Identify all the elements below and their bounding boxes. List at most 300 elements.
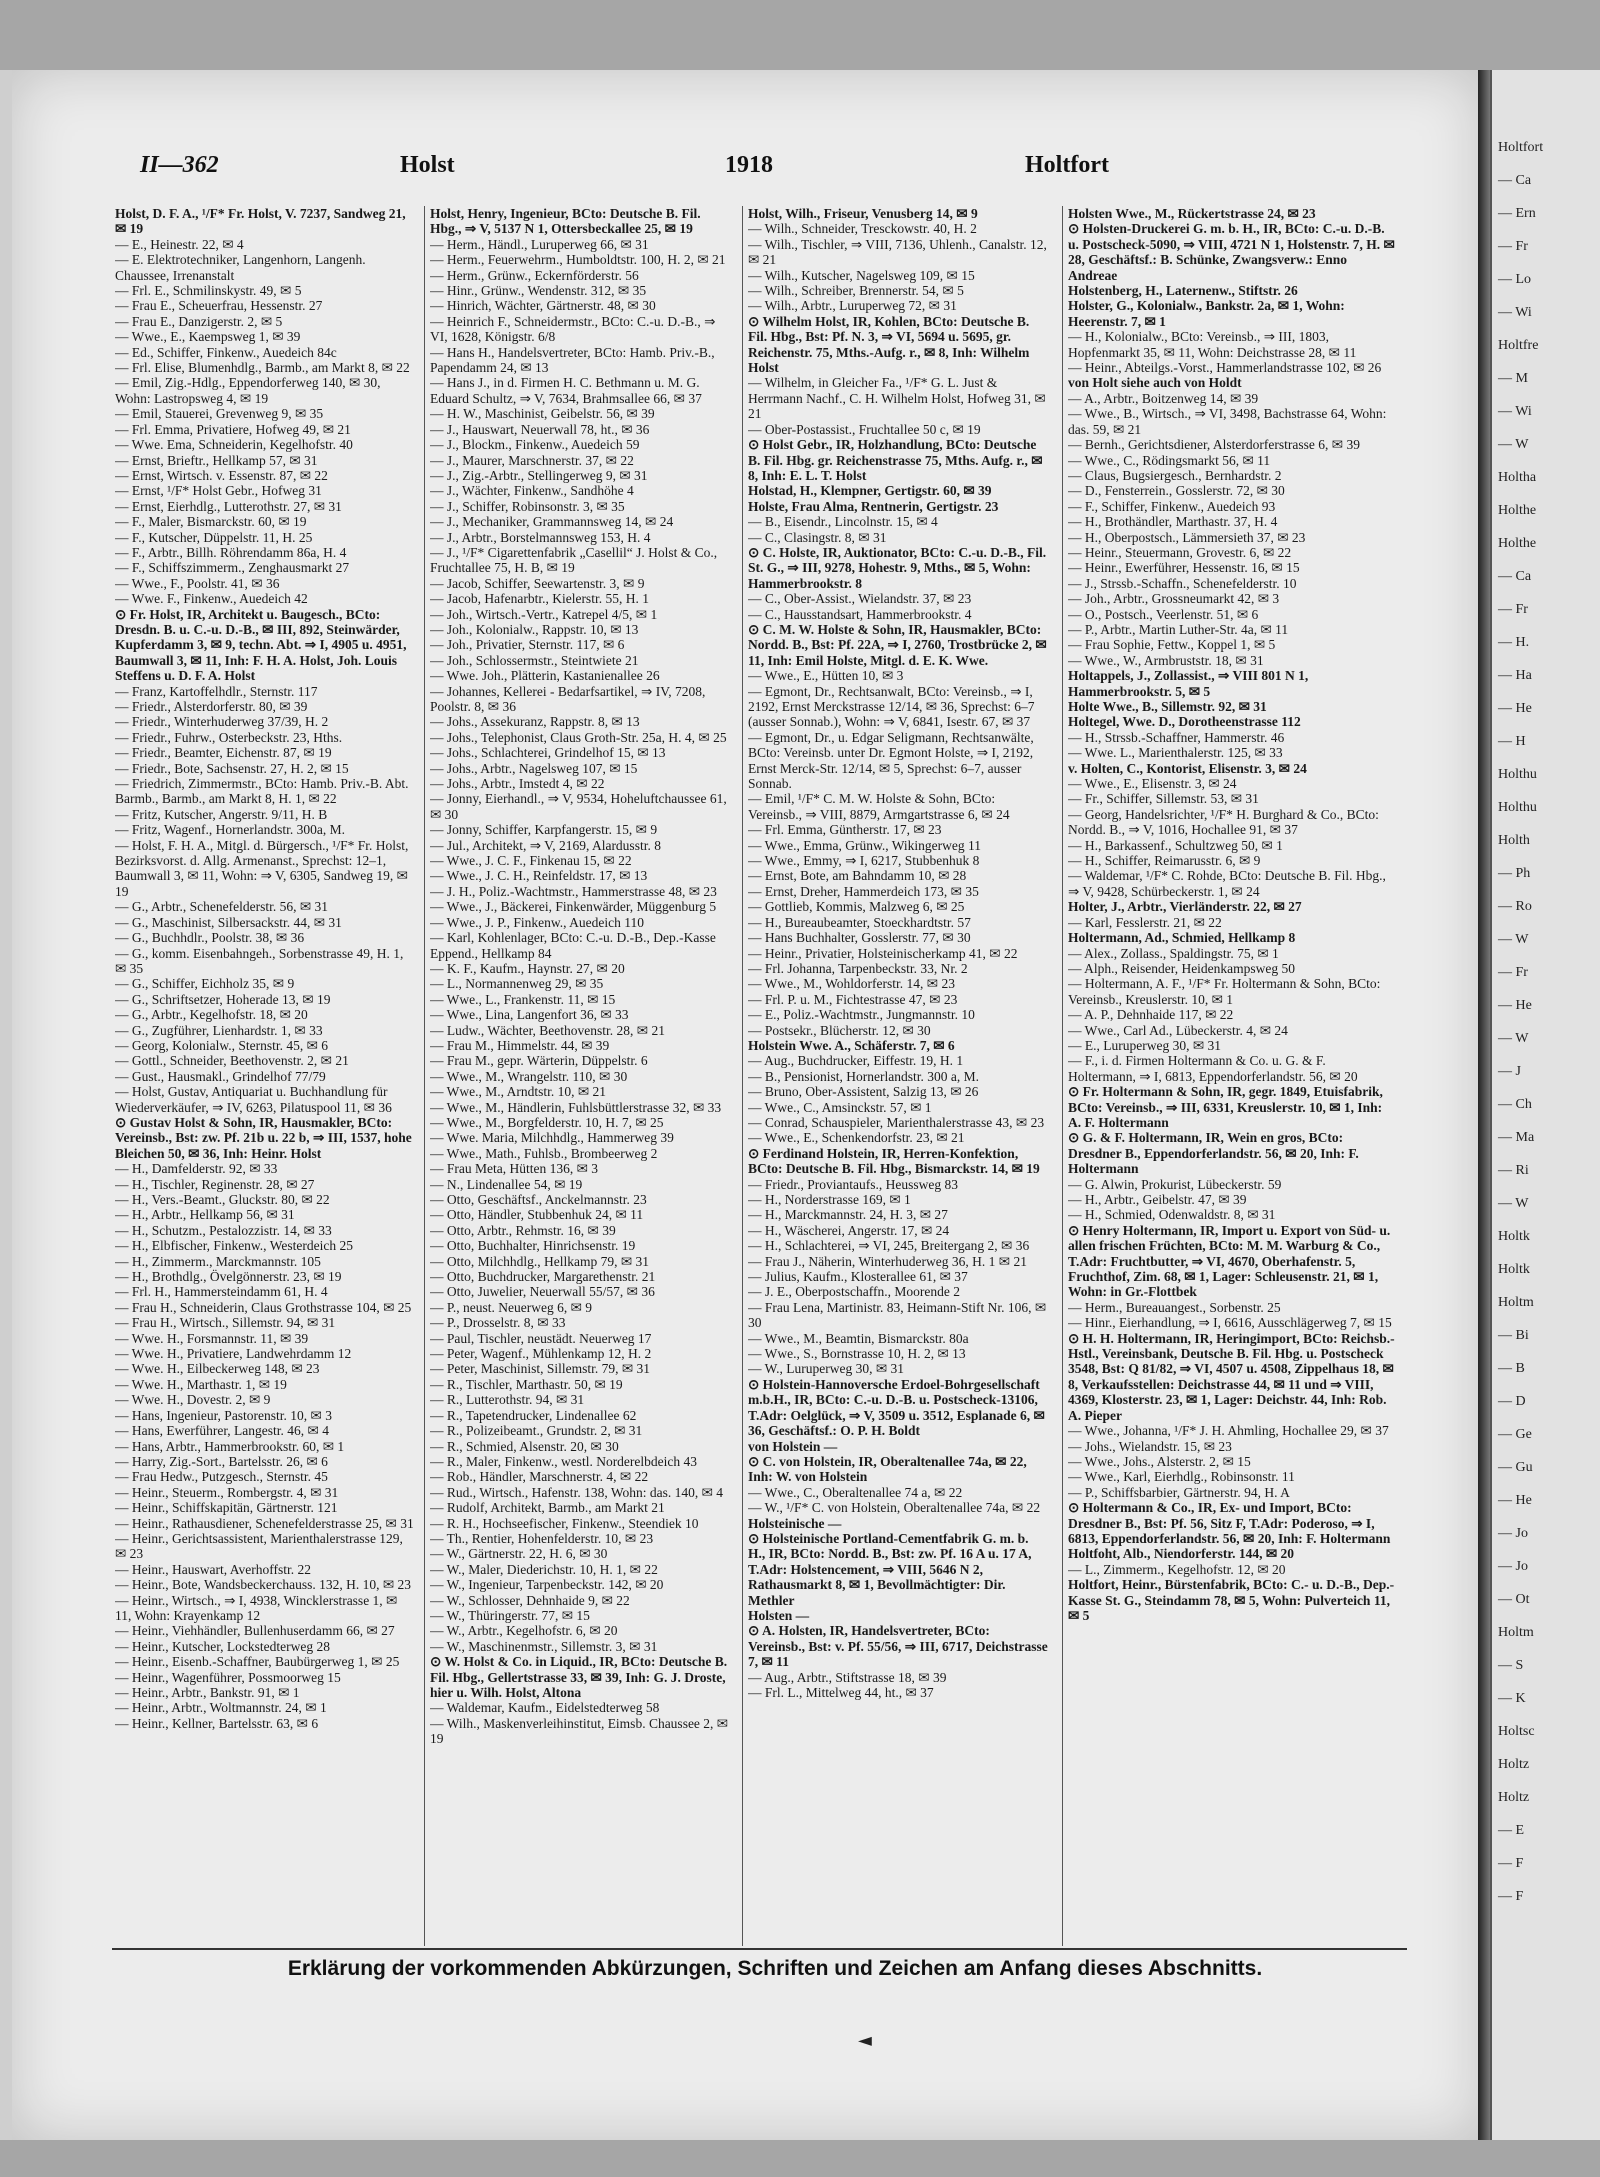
directory-entry: — A., Arbtr., Boitzenweg 14, ✉ 39 <box>1068 390 1259 406</box>
directory-entry: — G. Alwin, Prokurist, Lübeckerstr. 59 <box>1068 1176 1282 1192</box>
directory-entry: — Herm., Grünw., Eckernförderstr. 56 <box>430 267 639 283</box>
directory-entry: — G., komm. Eisenbahngeh., Sorbenstrasse 49, H. 1, ✉ 35 <box>115 945 404 976</box>
directory-entry: — J., Maurer, Marschnerstr. 37, ✉ 22 <box>430 452 634 468</box>
directory-entry: ⊙ Holtermann & Co., IR, Ex- und Import, BCto: Dresdner B., Bst: Pf. 56, Sitz F, T.Adr: Poderoso, ⇒ I, 6813, Eppendorferlandstr. 56, ✉ 20, Inh: F. Holtermann <box>1068 1500 1391 1546</box>
directory-entry: Holstenberg, H., Laternenw., Stiftstr. 26 <box>1068 283 1298 299</box>
directory-entry: — H., Brothändler, Marthastr. 37, H. 4 <box>1068 514 1278 530</box>
directory-entry: — Ernst, Eierhdlg., Lutterothstr. 27, ✉ 31 <box>115 498 342 514</box>
directory-entry: — Otto, Arbtr., Rehmstr. 16, ✉ 39 <box>430 1222 616 1238</box>
directory-entry: — Ernst, ¹/F* Holst Gebr., Hofweg 31 <box>115 483 322 499</box>
directory-entry: — Otto, Buchdrucker, Margarethenstr. 21 <box>430 1269 656 1285</box>
directory-entry: — Friedr., Alsterdorferstr. 80, ✉ 39 <box>115 699 308 714</box>
directory-entry: — Fritz, Wagenf., Hornerlandstr. 300a, M. <box>115 822 345 838</box>
next-page-text-fragment: — Ot <box>1498 1592 1530 1607</box>
directory-entry: — R., Polizeibeamt., Grundstr. 2, ✉ 31 <box>430 1423 643 1439</box>
directory-entry: — H., Norderstrasse 169, ✉ 1 <box>748 1192 911 1207</box>
directory-entry: — Frl. H., Hammersteindamm 61, H. 4 <box>115 1284 328 1300</box>
directory-entry: — Friedr., Winterhuderweg 37/39, H. 2 <box>115 714 329 730</box>
next-page-text-fragment: Holtfort <box>1498 140 1544 155</box>
directory-entry: — R., Lutterothstr. 94, ✉ 31 <box>430 1392 585 1408</box>
directory-column-3 <box>748 206 1048 1948</box>
directory-entry: — Ludw., Wächter, Beethovenstr. 28, ✉ 21 <box>430 1022 665 1038</box>
directory-entry: Holstad, H., Klempner, Gertigstr. 60, ✉ 39 <box>748 483 992 499</box>
page-arrow-mark: ◄ <box>858 2030 872 2051</box>
directory-entry: — G., Arbtr., Schenefelderstr. 56, ✉ 31 <box>115 899 329 915</box>
next-page-text-fragment: — Ri <box>1498 1163 1529 1178</box>
directory-entry: — R., Tischler, Marthastr. 50, ✉ 19 <box>430 1376 623 1392</box>
directory-entry: — Heinr., Wagenführer, Possmoorweg 15 <box>115 1669 341 1685</box>
directory-entry: ⊙ C. von Holstein, IR, Oberaltenallee 74a, ✉ 22, Inh: W. von Holstein <box>748 1453 1027 1485</box>
directory-entry: — Bernh., Gerichtsdiener, Alsterdorferstrasse 6, ✉ 39 <box>1068 437 1360 453</box>
directory-entry: — Holst, Gustav, Antiquariat u. Buchhandlung für Wiederverkäufer, ⇒ IV, 6263, Pilatuspool 11, ✉ 36 <box>115 1084 392 1115</box>
directory-entry: — Ernst, Bote, am Bahndamm 10, ✉ 28 <box>748 868 967 884</box>
directory-entry: — R. H., Hochseefischer, Finkenw., Steendiek 10 <box>430 1515 699 1531</box>
directory-entry: — Bruno, Ober-Assistent, Salzig 13, ✉ 26 <box>748 1084 979 1100</box>
directory-entry: — Herm., Bureauangest., Sorbenstr. 25 <box>1068 1299 1281 1315</box>
directory-entry: — Peter, Wagenf., Mühlenkamp 12, H. 2 <box>430 1346 652 1362</box>
directory-entry: — Heinr., Ewerführer, Hessenstr. 16, ✉ 15 <box>1068 560 1300 576</box>
directory-entry: — Rob., Händler, Marschnerstr. 4, ✉ 22 <box>430 1469 649 1485</box>
directory-entry: — Wwe., M., Borgfelderstr. 10, H. 7, ✉ 25 <box>430 1114 664 1130</box>
next-page-text-fragment: Holtha <box>1498 470 1537 485</box>
directory-entry: — Heinr., Arbtr., Bankstr. 91, ✉ 1 <box>115 1685 300 1700</box>
directory-entry: — Frl. Elise, Blumenhdlg., Barmb., am Markt 8, ✉ 22 <box>115 360 410 376</box>
directory-entry: — H., Strssb.-Schaffner, Hammerstr. 46 <box>1068 729 1285 745</box>
directory-entry: — R., Tapetendrucker, Lindenallee 62 <box>430 1407 637 1423</box>
directory-entry: — Otto, Buchhalter, Hinrichsenstr. 19 <box>430 1238 636 1254</box>
directory-entry: — Wwe., M., Händlerin, Fuhlsbüttlerstrasse 32, ✉ 33 <box>430 1099 722 1115</box>
directory-entry: — H., Damfelderstr. 92, ✉ 33 <box>115 1161 278 1177</box>
directory-entry: — Alph., Reisender, Heidenkampsweg 50 <box>1068 960 1296 976</box>
next-page-text-fragment: — Ca <box>1498 173 1532 188</box>
directory-entry: ⊙ G. & F. Holtermann, IR, Wein en gros, BCto: Dresdner B., Eppendorferlandstr. 56, ✉ 20, Inh: F. Holtermann <box>1068 1130 1359 1177</box>
directory-entry: — Hinr., Grünw., Wendenstr. 312, ✉ 35 <box>430 283 647 299</box>
directory-entry: — Heinr., Gerichtsassistent, Marienthalerstrasse 129, ✉ 23 <box>115 1530 403 1562</box>
directory-entry: — Emil, Stauerei, Grevenweg 9, ✉ 35 <box>115 406 324 422</box>
directory-entry: von Holt siehe auch von Holdt <box>1068 375 1242 391</box>
directory-entry: Holst, D. F. A., ¹/F* Fr. Holst, V. 7237, Sandweg 21, ✉ 19 <box>115 206 406 237</box>
directory-entry: — Emil, Zig.-Hdlg., Eppendorferweg 140, ✉ 30, Wohn: Lastropsweg 4, ✉ 19 <box>115 375 381 406</box>
directory-entry: — G., Buchhdlr., Poolstr. 38, ✉ 36 <box>115 930 305 946</box>
directory-entry: — Friedr., Beamter, Eichenstr. 87, ✉ 19 <box>115 745 332 761</box>
next-page-text-fragment: — W <box>1498 1196 1529 1211</box>
directory-entry: Holste, Frau Alma, Rentnerin, Gertigstr. 23 <box>748 498 999 514</box>
next-page-text-fragment: — Bi <box>1498 1328 1529 1343</box>
directory-entry: — F., Schiffszimmerm., Zenghausmarkt 27 <box>115 560 350 576</box>
directory-entry: — Frau H., Wirtsch., Sillemstr. 94, ✉ 31 <box>115 1315 336 1331</box>
directory-entry: — Egmont, Dr., u. Edgar Seligmann, Rechtsanwälte, BCto: Vereinsb. unter Dr. Egmont Holste, ⇒ I, 2192, Ernst Merck-Str. 12/14, ✉ 5, Sprechst: 6–7, ausser Sonnab. <box>748 729 1034 792</box>
next-page-text-fragment: — Gu <box>1498 1460 1533 1475</box>
directory-entry: — Frl. Johanna, Tarpenbeckstr. 33, Nr. 2 <box>748 960 968 976</box>
next-page-text-fragment: — K <box>1498 1691 1526 1706</box>
directory-entry: — P., Drosselstr. 8, ✉ 33 <box>430 1315 566 1331</box>
directory-entry: — B., Eisendr., Lincolnstr. 15, ✉ 4 <box>748 514 938 530</box>
directory-entry: — Hans, Ingenieur, Pastorenstr. 10, ✉ 3 <box>115 1407 332 1423</box>
next-page-text-fragment: — Wi <box>1498 305 1532 320</box>
directory-entry: — H., Tischler, Reginenstr. 28, ✉ 27 <box>115 1176 315 1192</box>
next-page-text-fragment: — S <box>1498 1658 1524 1673</box>
column-divider <box>1062 206 1063 1946</box>
directory-entry: — Wilh., Tischler, ⇒ VIII, 7136, Uhlenh., Canalstr. 12, ✉ 21 <box>748 236 1047 268</box>
directory-entry: — Frau Lena, Martinistr. 83, Heimann-Stift Nr. 106, ✉ 30 <box>748 1299 1047 1331</box>
directory-entry: — Johannes, Kellerei - Bedarfsartikel, ⇒ IV, 7208, Poolstr. 8, ✉ 36 <box>430 683 706 714</box>
next-page-text-fragment: Holtz <box>1498 1757 1530 1772</box>
directory-entry: ⊙ C. M. W. Holste & Sohn, IR, Hausmakler, BCto: Nordd. B., Bst: Pf. 22A, ⇒ I, 2760, Trostbrücke 2, ✉ 11, Inh: Emil Holste, Mitgl. d. E. K. Wwe. <box>748 621 1047 668</box>
directory-entry: — H., Barkassenf., Schultzweg 50, ✉ 1 <box>1068 837 1283 853</box>
next-page-text-fragment: — F <box>1498 1889 1524 1904</box>
directory-entry: — Ernst, Brieftr., Hellkamp 57, ✉ 31 <box>115 452 318 468</box>
next-page-text-fragment: Holtk <box>1498 1262 1530 1277</box>
directory-entry: — H., Schiffer, Reimarusstr. 6, ✉ 9 <box>1068 853 1261 869</box>
directory-entry: — Waldemar, Kaufm., Eidelstedterweg 58 <box>430 1700 660 1716</box>
directory-entry: Holtappels, J., Zollassist., ⇒ VIII 801 N 1, Hammerbrookstr. 5, ✉ 5 <box>1068 668 1309 699</box>
directory-entry: — Jonny, Eierhandl., ⇒ V, 9534, Hoheluftchaussee 61, ✉ 30 <box>430 791 727 822</box>
directory-entry: — C., Clasingstr. 8, ✉ 31 <box>748 529 887 545</box>
directory-entry: — J., Zig.-Arbtr., Stellingerweg 9, ✉ 31 <box>430 467 648 483</box>
directory-entry: — Wwe., Karl, Eierhdlg., Robinsonstr. 11 <box>1068 1469 1295 1485</box>
directory-entry: — Heinr., Abteilgs.-Vorst., Hammerlandstrasse 102, ✉ 26 <box>1068 360 1382 376</box>
directory-entry: — Georg, Kolonialw., Sternstr. 45, ✉ 6 <box>115 1037 329 1053</box>
directory-entry: ⊙ Holsten-Druckerei G. m. b. H., IR, BCto: C.-u. D.-B. u. Postscheck-5090, ⇒ VIII, 4721 N 1, Holstenstr. 7, H. ✉ 28, Geschäftsf.: B. Schünke, Zwangsverw.: Enno Andreae <box>1068 221 1395 283</box>
next-page-text-fragment: Holtm <box>1498 1295 1534 1310</box>
directory-entry: — H. W., Maschinist, Geibelstr. 56, ✉ 39 <box>430 406 655 422</box>
directory-column-1 <box>115 206 415 1948</box>
next-page-text-fragment: — Ca <box>1498 569 1532 584</box>
directory-entry: ⊙ A. Holsten, IR, Handelsvertreter, BCto: Vereinsb., Bst: v. Pf. 55/56, ⇒ III, 6717, Deichstrasse 7, ✉ 11 <box>748 1623 1048 1670</box>
directory-entry: ⊙ C. Holste, IR, Auktionator, BCto: C.-u. D.-B., Fil. St. G., ⇒ III, 9278, Hohestr. 9, Mths., ✉ 5, Wohn: Hammerbrookstr. 8 <box>748 544 1047 591</box>
next-page-text-fragment: — He <box>1498 1493 1532 1508</box>
directory-entry: — Heinr., Eisenb.-Schaffner, Baubürgerweg 1, ✉ 25 <box>115 1654 400 1670</box>
directory-entry: v. Holten, C., Kontorist, Elisenstr. 3, ✉ 24 <box>1068 760 1307 776</box>
directory-entry: — Friedrich, Zimmermstr., BCto: Hamb. Priv.-B. Abt. Barmb., Barmb., am Markt 8, H. 1, ✉ 22 <box>115 776 409 807</box>
directory-entry: — Julius, Kaufm., Klosterallee 61, ✉ 37 <box>748 1269 968 1285</box>
directory-entry: — H., Arbtr., Geibelstr. 47, ✉ 39 <box>1068 1192 1247 1207</box>
directory-entry: — Joh., Arbtr., Grossneumarkt 42, ✉ 3 <box>1068 591 1280 607</box>
directory-entry: — R., Maler, Finkenw., westl. Norderelbdeich 43 <box>430 1453 698 1469</box>
directory-entry: — H., Marckmannstr. 24, H. 3, ✉ 27 <box>748 1207 948 1223</box>
directory-entry: — Wwe., C., Oberaltenallee 74 a, ✉ 22 <box>748 1484 963 1500</box>
directory-entry: — Georg, Handelsrichter, ¹/F* H. Burghard & Co., BCto: Nordd. B., ⇒ V, 1016, Hochallee 91, ✉ 37 <box>1068 806 1379 838</box>
next-page-text-fragment: — Wi <box>1498 404 1532 419</box>
directory-entry: Holstein Wwe. A., Schäferstr. 7, ✉ 6 <box>748 1037 955 1053</box>
directory-entry: — Ed., Schiffer, Finkenw., Auedeich 84c <box>115 344 337 360</box>
directory-entry: — R., Schmied, Alsenstr. 20, ✉ 30 <box>430 1438 619 1454</box>
directory-entry: ⊙ Holst Gebr., IR, Holzhandlung, BCto: Deutsche B. Fil. Hbg. gr. Reichenstrasse 75, Mths. Aufg. r., ✉ 8, Inh: E. L. T. Holst <box>748 437 1043 483</box>
directory-entry: — B., Pensionist, Hornerlandstr. 300 a, M. <box>748 1068 979 1084</box>
directory-entry: — Johs., Arbtr., Imstedt 4, ✉ 22 <box>430 776 605 792</box>
directory-entry: — G., Maschinist, Silbersackstr. 44, ✉ 31 <box>115 914 342 930</box>
directory-entry: — Alex., Zollass., Spaldingstr. 75, ✉ 1 <box>1068 945 1279 961</box>
directory-entry: — P., Schiffsbarbier, Gärtnerstr. 94, H. A <box>1068 1484 1290 1500</box>
directory-entry: — Jacob, Hafenarbtr., Kielerstr. 55, H. 1 <box>430 591 649 607</box>
next-page-text-fragment: — Ph <box>1498 866 1531 881</box>
directory-entry: Holtfoht, Alb., Niendorferstr. 144, ✉ 20 <box>1068 1546 1295 1562</box>
directory-entry: — Gottlieb, Kommis, Malzweg 6, ✉ 25 <box>748 899 965 915</box>
directory-entry: — Heinr., Wirtsch., ⇒ I, 4938, Wincklerstrasse 1, ✉ 11, Wohn: Krayenkamp 12 <box>115 1592 398 1623</box>
directory-entry: — D., Fensterrein., Gosslerstr. 72, ✉ 30 <box>1068 483 1285 499</box>
directory-entry: — Johs., Assekuranz, Rappstr. 8, ✉ 13 <box>430 714 640 730</box>
next-page-text-fragment: Holthe <box>1498 536 1537 551</box>
directory-entry: — Hinr., Eierhandlung, ⇒ I, 6616, Ausschlägerweg 7, ✉ 15 <box>1068 1315 1392 1331</box>
directory-entry: — J., Schiffer, Robinsonstr. 3, ✉ 35 <box>430 498 625 514</box>
directory-entry: — W., ¹/F* C. von Holstein, Oberaltenallee 74a, ✉ 22 <box>748 1500 1041 1516</box>
directory-entry: — Wilh., Arbtr., Luruperweg 72, ✉ 31 <box>748 298 957 314</box>
abbreviation-note: Erklärung der vorkommenden Abkürzungen, Schriften und Zeichen am Anfang dieses Abschnitts. <box>287 1957 1263 1980</box>
directory-entry: — Wilh., Schneider, Tresckowstr. 40, H. 2 <box>748 221 977 237</box>
directory-entry: — Hans J., in d. Firmen H. C. Bethmann u. M. G. Eduard Schultz, ⇒ V, 7634, Brahmsallee 66, ✉ 37 <box>430 375 702 406</box>
directory-entry: — Wilhelm, in Gleicher Fa., ¹/F* G. L. Just & Herrmann Nachf., C. H. Wilhelm Holst, Hofweg 31, ✉ 21 <box>748 375 1046 422</box>
directory-entry: — Heinr., Kutscher, Lockstedterweg 28 <box>115 1638 331 1654</box>
next-page-text-fragment: — J <box>1498 1064 1521 1079</box>
next-page-text-fragment: — B <box>1498 1361 1525 1376</box>
directory-entry: — Ober-Postassist., Fruchtallee 50 c, ✉ 19 <box>748 421 981 437</box>
directory-year: 1918 <box>725 152 773 178</box>
directory-entry: — Hans Buchhalter, Gosslerstr. 77, ✉ 30 <box>748 930 971 946</box>
directory-entry: — Egmont, Dr., Rechtsanwalt, BCto: Vereinsb., ⇒ I, 2192, Ernst Merckstrasse 12/14, ✉ 36, Sprechst: 6–7 (ausser Sonnab.), Wohn: ⇒ V, 6841, Isestr. 67, ✉ 37 <box>748 683 1035 730</box>
directory-entry: — Heinr., Kellner, Bartelsstr. 63, ✉ 6 <box>115 1715 319 1731</box>
directory-entry: — Otto, Geschäftsf., Anckelmannstr. 23 <box>430 1192 647 1207</box>
directory-entry: — Hans H., Handelsvertreter, BCto: Hamb. Priv.-B., Papendamm 24, ✉ 13 <box>430 344 715 376</box>
directory-entry: — Wwe. H., Forsmannstr. 11, ✉ 39 <box>115 1330 309 1346</box>
directory-entry: — P., neust. Neuerweg 6, ✉ 9 <box>430 1299 593 1315</box>
directory-entry: — H., Schlachterei, ⇒ VI, 245, Breitergang 2, ✉ 36 <box>748 1238 1030 1254</box>
directory-entry: — Wwe., C., Amsinckstr. 57, ✉ 1 <box>748 1099 932 1115</box>
directory-entry: — Herm., Händl., Luruperweg 66, ✉ 31 <box>430 236 649 252</box>
directory-entry: Holsten — <box>748 1607 810 1623</box>
directory-entry: — Wwe. Ema, Schneiderin, Kegelhofstr. 40 <box>115 437 353 453</box>
running-header <box>140 152 1140 186</box>
directory-entry: — Heinr., Rathausdiener, Schenefelderstrasse 25, ✉ 31 <box>115 1515 414 1531</box>
directory-entry: — Jonny, Schiffer, Karpfangerstr. 15, ✉ 9 <box>430 822 658 838</box>
directory-entry: — H., Arbtr., Hellkamp 56, ✉ 31 <box>115 1207 295 1223</box>
directory-entry: ⊙ Ferdinand Holstein, IR, Herren-Konfektion, BCto: Deutsche B. Fil. Hbg., Bismarckstr. 14, ✉ 19 <box>748 1145 1040 1177</box>
column-divider <box>424 206 425 1946</box>
directory-entry: — Emil, ¹/F* C. M. W. Holste & Sohn, BCto: Vereinsb., ⇒ VIII, 8879, Armgartstrasse 6, ✉ 24 <box>748 791 1010 822</box>
next-page-text-fragment: — H. <box>1498 635 1530 650</box>
directory-entry: — E. Elektrotechniker, Langenhorn, Langenh. Chaussee, Irrenanstalt <box>115 252 366 283</box>
directory-entry: — Frau J., Näherin, Winterhuderweg 36, H. 1 ✉ 21 <box>748 1253 1027 1269</box>
directory-entry: — J. H., Poliz.-Wachtmstr., Hammerstrasse 48, ✉ 23 <box>430 883 717 899</box>
directory-entry: — Rud., Wirtsch., Hafenstr. 138, Wohn: das. 140, ✉ 4 <box>430 1484 724 1500</box>
directory-entry: — Wwe., E., Hütten 10, ✉ 3 <box>748 668 904 684</box>
directory-entry: — Heinr., Viehhändler, Bullenhuserdamm 66, ✉ 27 <box>115 1623 395 1639</box>
directory-entry: Holte Wwe., B., Sillemstr. 92, ✉ 31 <box>1068 699 1267 714</box>
directory-entry: Holsteinische — <box>748 1515 842 1531</box>
directory-entry: — Wwe., M., Arndtstr. 10, ✉ 21 <box>430 1084 607 1100</box>
directory-entry: — F., Kutscher, Düppelstr. 11, H. 25 <box>115 529 313 545</box>
directory-entry: — Heinrich F., Schneidermstr., BCto: C.-u. D.-B., ⇒ VI, 1628, Königstr. 6/8 <box>430 313 716 345</box>
directory-entry: — J., Hauswart, Neuerwall 78, ht., ✉ 36 <box>430 421 650 437</box>
directory-entry: Holter, J., Arbtr., Vierländerstr. 22, ✉ 27 <box>1068 899 1302 915</box>
directory-entry: — Wwe., W., Armbruststr. 18, ✉ 31 <box>1068 652 1264 668</box>
directory-entry: — Frau Meta, Hütten 136, ✉ 3 <box>430 1161 599 1177</box>
directory-entry: — Wwe. Joh., Plätterin, Kastanienallee 26 <box>430 668 660 684</box>
directory-entry: — W., Arbtr., Kegelhofstr. 6, ✉ 20 <box>430 1623 618 1639</box>
directory-entry: — Heinr., Steuerm., Rombergstr. 4, ✉ 31 <box>115 1484 339 1500</box>
next-page-text-fragment: — He <box>1498 998 1532 1013</box>
directory-entry: — Fr., Schiffer, Sillemstr. 53, ✉ 31 <box>1068 791 1259 807</box>
directory-entry: — W., Luruperweg 30, ✉ 31 <box>748 1361 905 1377</box>
next-page-text-fragment: — E <box>1498 1823 1525 1838</box>
directory-entry: Holtermann, Ad., Schmied, Hellkamp 8 <box>1068 930 1296 946</box>
right-catchword: Holtfort <box>1025 152 1109 178</box>
directory-entry: — G., Arbtr., Kegelhofstr. 18, ✉ 20 <box>115 1007 308 1023</box>
left-catchword: Holst <box>400 152 455 178</box>
directory-entry: — E., Poliz.-Wachtmstr., Jungmannstr. 10 <box>748 1007 975 1023</box>
directory-entry: — Johs., Arbtr., Nagelsweg 107, ✉ 15 <box>430 760 638 776</box>
next-page-text-fragment: — H <box>1498 734 1526 749</box>
next-page-text-fragment: — M <box>1498 371 1528 386</box>
next-page-text-fragment: Holtk <box>1498 1229 1530 1244</box>
next-page-text-fragment: Holthu <box>1498 800 1537 815</box>
directory-entry: — H., Brothdlg., Övelgönnerstr. 23, ✉ 19 <box>115 1269 342 1285</box>
directory-entry: — Joh., Wirtsch.-Vertr., Katrepel 4/5, ✉ 1 <box>430 606 658 622</box>
directory-entry: — J., Arbtr., Borstelmannsweg 153, H. 4 <box>430 529 651 545</box>
directory-entry: — Wwe., Lina, Langenfort 36, ✉ 33 <box>430 1007 629 1023</box>
directory-entry: — L., Zimmerm., Kegelhofstr. 12, ✉ 20 <box>1068 1561 1286 1577</box>
directory-entry: — Frau E., Scheuerfrau, Hessenstr. 27 <box>115 298 323 314</box>
directory-entry: — Herm., Feuerwehrm., Humboldtstr. 100, H. 2, ✉ 21 <box>430 252 726 268</box>
next-page-text-fragment: Holtz <box>1498 1790 1530 1805</box>
next-page-text-fragment: Holtsc <box>1498 1724 1535 1739</box>
directory-entry: — W., Maler, Diederichstr. 10, H. 1, ✉ 22 <box>430 1561 658 1577</box>
directory-entry: — Wwe., M., Wohldorferstr. 14, ✉ 23 <box>748 976 955 992</box>
directory-entry: — Conrad, Schauspieler, Marienthalerstrasse 43, ✉ 23 <box>748 1114 1045 1130</box>
directory-entry: — F., Schiffer, Finkenw., Auedeich 93 <box>1068 498 1276 514</box>
directory-entry: — Ernst, Dreher, Hammerdeich 173, ✉ 35 <box>748 883 979 899</box>
directory-entry: — Otto, Händler, Stubbenhuk 24, ✉ 11 <box>430 1207 644 1223</box>
directory-entry: — Wwe. L., Marienthalerstr. 125, ✉ 33 <box>1068 745 1283 761</box>
directory-entry: — F., Maler, Bismarckstr. 60, ✉ 19 <box>115 514 307 530</box>
directory-entry: — E., Heinestr. 22, ✉ 4 <box>115 236 244 252</box>
directory-entry: Holtegel, Wwe. D., Dorotheenstrasse 112 <box>1068 714 1301 730</box>
directory-entry: — N., Lindenallee 54, ✉ 19 <box>430 1176 583 1192</box>
directory-entry: — Gottl., Schneider, Beethovenstr. 2, ✉ 21 <box>115 1053 349 1069</box>
directory-entry: — Paul, Tischler, neustädt. Neuerweg 17 <box>430 1330 652 1346</box>
directory-entry: — Frl. L., Mittelweg 44, ht., ✉ 37 <box>748 1685 934 1700</box>
directory-entry: — Wwe., Carl Ad., Lübeckerstr. 4, ✉ 24 <box>1068 1022 1288 1038</box>
directory-entry: — Wwe., B., Wirtsch., ⇒ VI, 3498, Bachstrasse 64, Wohn: das. 59, ✉ 21 <box>1068 406 1387 437</box>
directory-entry: — Heinr., Hauswart, Averhoffstr. 22 <box>115 1561 311 1577</box>
directory-entry: — Friedr., Proviantaufs., Heussweg 83 <box>748 1176 958 1192</box>
next-page-text-fragment: — Lo <box>1498 272 1532 287</box>
footer-rule <box>112 1948 1407 1950</box>
directory-entry: — Heinr., Privatier, Holsteinischerkamp 41, ✉ 22 <box>748 945 1018 961</box>
directory-entry: — P., Arbtr., Martin Luther-Str. 4a, ✉ 11 <box>1068 621 1289 637</box>
directory-entry: — J., Blockm., Finkenw., Auedeich 59 <box>430 437 640 453</box>
directory-entry: — G., Schriftsetzer, Hoherade 13, ✉ 19 <box>115 991 331 1007</box>
directory-entry: — H., Wäscherei, Angerstr. 17, ✉ 24 <box>748 1222 950 1238</box>
directory-entry: — H., Schmied, Odenwaldstr. 8, ✉ 31 <box>1068 1207 1276 1223</box>
directory-entry: — C., Ober-Assist., Wielandstr. 37, ✉ 23 <box>748 591 972 607</box>
next-page-text-fragment: — W <box>1498 932 1529 947</box>
directory-entry: — Frau E., Danzigerstr. 2, ✉ 5 <box>115 313 283 329</box>
directory-entry: — Wwe. H., Eilbeckerweg 148, ✉ 23 <box>115 1361 320 1377</box>
next-page-text-fragment: Holtfre <box>1498 338 1539 353</box>
directory-entry: — Johs., Schlachterei, Grindelhof 15, ✉ 13 <box>430 745 666 761</box>
directory-entry: — Wwe., J. C. H., Reinfeldstr. 17, ✉ 13 <box>430 868 648 884</box>
directory-entry: — Fritz, Kutscher, Angerstr. 9/11, H. B <box>115 806 328 822</box>
directory-entry: — Joh., Schlossermstr., Steintwiete 21 <box>430 652 639 668</box>
directory-entry: — Wwe. H., Privatiere, Landwehrdamm 12 <box>115 1346 352 1362</box>
directory-entry: — Ernst, Wirtsch. v. Essenstr. 87, ✉ 22 <box>115 467 328 483</box>
directory-entry: — Postsekr., Blücherstr. 12, ✉ 30 <box>748 1022 931 1038</box>
directory-entry: — Wwe., Johs., Alsterstr. 2, ✉ 15 <box>1068 1453 1251 1469</box>
next-page-text-fragment: — Ma <box>1498 1130 1535 1145</box>
directory-entry: — Wwe., Emma, Grünw., Wikingerweg 11 <box>748 837 982 853</box>
next-page-text-fragment: — W <box>1498 437 1529 452</box>
directory-column-4 <box>1068 206 1396 1948</box>
directory-entry: — J., Mechaniker, Grammannsweg 14, ✉ 24 <box>430 514 674 530</box>
directory-entry: — J., ¹/F* Cigarettenfabrik „Casellil“ J. Holst & Co., Fruchtallee 75, H. B, ✉ 19 <box>430 544 718 576</box>
next-page-text-fragment: — D <box>1498 1394 1526 1409</box>
directory-entry: — Wwe., Emmy, ⇒ I, 6217, Stubbenhuk 8 <box>748 853 980 869</box>
next-page-text-fragment: — Jo <box>1498 1526 1528 1541</box>
directory-entry: — Heinr., Arbtr., Woltmannstr. 24, ✉ 1 <box>115 1700 327 1716</box>
directory-entry: — Wwe., M., Beamtin, Bismarckstr. 80a <box>748 1330 969 1346</box>
directory-entry: — L., Normannenweg 29, ✉ 35 <box>430 976 604 992</box>
directory-entry: — W., Ingenieur, Tarpenbeckstr. 142, ✉ 20 <box>430 1577 664 1593</box>
next-page-text-fragment: — Fr <box>1498 602 1528 617</box>
directory-entry: von Holstein — <box>748 1438 838 1454</box>
directory-entry: Holst, Wilh., Friseur, Venusberg 14, ✉ 9 <box>748 206 978 221</box>
directory-entry: ⊙ Fr. Holtermann & Sohn, IR, gegr. 1849, Etuisfabrik, BCto: Vereinsb., ⇒ III, 6331, Kreuslerstr. 10, ✉ 1, Inh: A. F. Holtermann <box>1068 1084 1383 1130</box>
next-page-text-fragment: — Ch <box>1498 1097 1532 1112</box>
directory-entry: — Wwe., J. C. F., Finkenau 15, ✉ 22 <box>430 853 632 869</box>
directory-entry: — H., Zimmerm., Marckmannstr. 105 <box>115 1253 321 1269</box>
directory-entry: — Wwe., J. P., Finkenw., Auedeich 110 <box>430 914 644 930</box>
next-page-text-fragment: — Fr <box>1498 965 1528 980</box>
directory-entry: — H., Bureaubeamter, Stoeckhardtstr. 57 <box>748 914 971 930</box>
directory-entry: — W., Gärtnerstr. 22, H. 6, ✉ 30 <box>430 1546 608 1562</box>
next-page-text-fragment: — Ha <box>1498 668 1532 683</box>
directory-entry: — Holtermann, A. F., ¹/F* Fr. Holtermann & Sohn, BCto: Vereinsb., Kreuslerstr. 10, ✉ 1 <box>1068 976 1381 1007</box>
directory-entry: — A. P., Dehnhaide 117, ✉ 22 <box>1068 1007 1234 1023</box>
directory-entry: ⊙ Fr. Holst, IR, Architekt u. Baugesch., BCto: Dresdn. B. u. C.-u. D.-B., ✉ III, 892, Steinwärder, Kupferdamm 3, ✉ 9, techn. Abt. ⇒ I, 4905 u. 4951, Baumwall 3, ✉ 11, Inh: F. H. A. Holst, Joh. Louis Steffens u. D. F. A. Holst <box>115 606 407 684</box>
directory-entry: — Hinrich, Wächter, Gärtnerstr. 48, ✉ 30 <box>430 298 656 314</box>
directory-entry: — W., Schlosser, Dehnhaide 9, ✉ 22 <box>430 1592 630 1608</box>
column-divider <box>742 206 743 1946</box>
directory-entry: — Wwe., Math., Fuhlsb., Brombeerweg 2 <box>430 1145 658 1161</box>
directory-entry: — Karl, Fesslerstr. 21, ✉ 22 <box>1068 914 1222 930</box>
directory-entry: — Aug., Buchdrucker, Eiffestr. 19, H. 1 <box>748 1053 964 1069</box>
directory-entry: — Franz, Kartoffelhdlr., Sternstr. 117 <box>115 683 318 699</box>
directory-entry: — J., Wächter, Finkenw., Sandhöhe 4 <box>430 483 634 499</box>
directory-entry: — Hans, Arbtr., Hammerbrookstr. 60, ✉ 1 <box>115 1438 345 1454</box>
directory-entry: — Wwe., S., Bornstrasse 10, H. 2, ✉ 13 <box>748 1346 966 1362</box>
next-page-text-fragment: — Ro <box>1498 899 1532 914</box>
directory-entry: — Wwe. H., Marthastr. 1, ✉ 19 <box>115 1376 287 1392</box>
directory-entry: ⊙ W. Holst & Co. in Liquid., IR, BCto: Deutsche B. Fil. Hbg., Gellertstrasse 33, ✉ 39, Inh: G. J. Droste, hier u. Wilh. Holst, Altona <box>430 1654 728 1700</box>
directory-entry: — Frau Sophie, Fettw., Koppel 1, ✉ 5 <box>1068 637 1276 653</box>
directory-entry: Holst, Henry, Ingenieur, BCto: Deutsche B. Fil. Hbg., ⇒ V, 5137 N 1, Ottersbeckallee 25, ✉ 19 <box>430 206 701 237</box>
directory-entry: — Friedr., Fuhrw., Osterbeckstr. 23, Hths. <box>115 729 343 745</box>
directory-entry: — H., Kolonialw., BCto: Vereinsb., ⇒ III, 1803, Hopfenmarkt 35, ✉ 11, Wohn: Deichstrasse 28, ✉ 11 <box>1068 329 1357 360</box>
directory-entry: — Frau M., gepr. Wärterin, Düppelstr. 6 <box>430 1053 648 1069</box>
directory-entry: — Holst, F. H. A., Mitgl. d. Bürgersch., ¹/F* Fr. Holst, Bezirksvorst. d. Allg. Armenanst., Sprechst: 12–1, Baumwall 3, ✉ 11, Wohn: ⇒ V, 6305, Sandweg 19, ✉ 19 <box>115 837 409 899</box>
directory-entry: — Frl. Emma, Güntherstr. 17, ✉ 23 <box>748 822 942 838</box>
page-number: II—362 <box>140 152 219 178</box>
directory-entry: — Wwe. Maria, Milchhdlg., Hammerweg 39 <box>430 1130 674 1146</box>
directory-entry: — G., Schiffer, Eichholz 35, ✉ 9 <box>115 976 295 992</box>
directory-entry: — Wwe. F., Finkenw., Auedeich 42 <box>115 591 308 607</box>
directory-entry: — Aug., Arbtr., Stiftstrasse 18, ✉ 39 <box>748 1669 947 1685</box>
directory-entry: ⊙ Gustav Holst & Sohn, IR, Hausmakler, BCto: Vereinsb., Bst: zw. Pf. 21b u. 22 b, ⇒ III, 1537, hohe Bleichen 50, ✉ 36, Inh: Heinr. Holst <box>115 1114 412 1161</box>
directory-entry: — Th., Rentier, Hohenfelderstr. 10, ✉ 23 <box>430 1530 654 1546</box>
next-page-text-fragment: Holthu <box>1498 767 1537 782</box>
directory-entry: — Frau H., Schneiderin, Claus Grothstrasse 104, ✉ 25 <box>115 1299 412 1315</box>
next-page-text-fragment: — W <box>1498 1031 1529 1046</box>
